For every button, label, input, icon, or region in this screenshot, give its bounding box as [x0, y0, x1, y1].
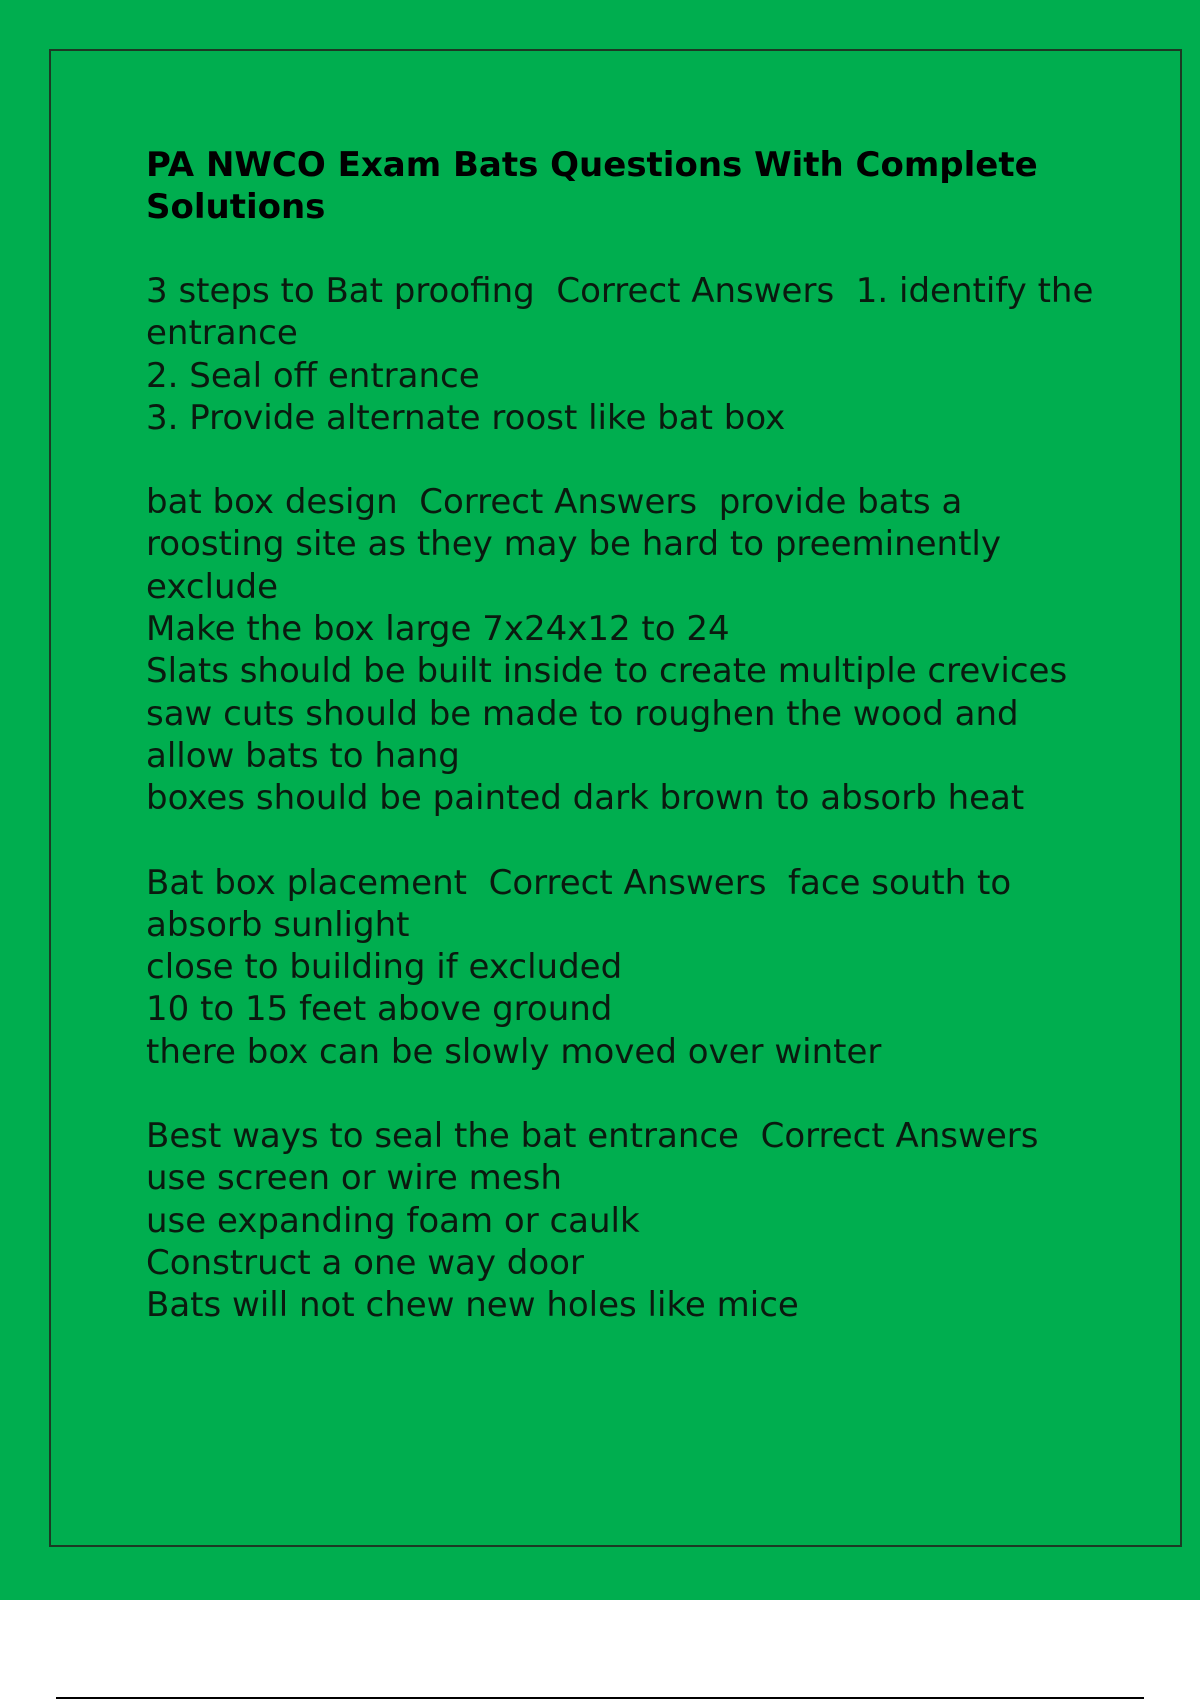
- footer-divider: [56, 1697, 1144, 1699]
- qa-line: 3 steps to Bat proofing Correct Answers 1. identify the entrance: [146, 271, 1105, 354]
- qa-line: 3. Provide alternate roost like bat box: [146, 397, 786, 438]
- qa-line: Bat box placement Correct Answers face south to absorb sunlight: [146, 862, 1022, 945]
- qa-line: there box can be slowly moved over winter: [146, 1031, 882, 1072]
- document-content: [146, 144, 1106, 1327]
- qa-line: Bats will not chew new holes like mice: [146, 1285, 799, 1326]
- qa-line: Slats should be built inside to create multiple crevices: [146, 651, 1068, 692]
- qa-block-seal-entrance: [146, 1115, 1106, 1326]
- qa-line: Best ways to seal the bat entrance Correct Answers use screen or wire mesh: [146, 1116, 1061, 1199]
- qa-line: Make the box large 7x24x12 to 24: [146, 609, 730, 650]
- qa-line: use expanding foam or caulk: [146, 1200, 640, 1241]
- qa-block-bat-proofing: [146, 270, 1106, 439]
- qa-line: 2. Seal off entrance: [146, 355, 480, 396]
- qa-line: boxes should be painted dark brown to absorb heat: [146, 778, 1025, 819]
- qa-line: saw cuts should be made to roughen the wood and allow bats to hang: [146, 693, 1030, 776]
- qa-line: close to building if excluded: [146, 947, 623, 988]
- qa-block-bat-box-design: [146, 481, 1106, 819]
- qa-block-bat-box-placement: [146, 862, 1106, 1073]
- qa-line: 10 to 15 feet above ground: [146, 989, 613, 1030]
- qa-line: Construct a one way door: [146, 1242, 584, 1283]
- qa-line: bat box design Correct Answers provide bats a roosting site as they may be hard to preeminently exclude: [146, 482, 1012, 607]
- document-title: PA NWCO Exam Bats Questions With Complete Solutions: [146, 145, 1038, 227]
